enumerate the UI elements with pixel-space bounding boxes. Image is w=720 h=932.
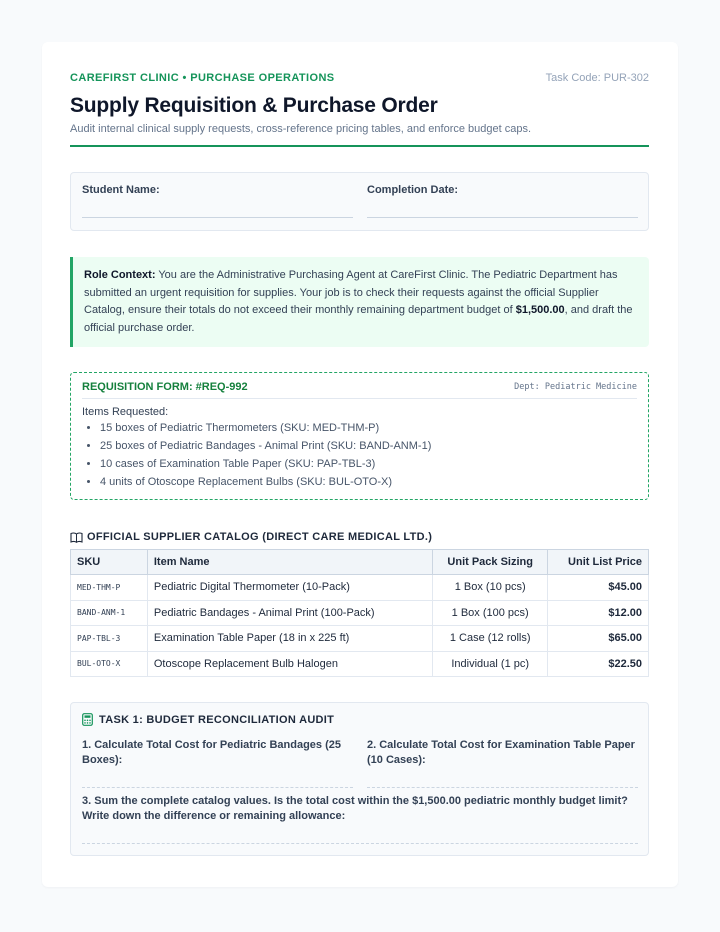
list-item: • 25 boxes of Pediatric Bandages - Animal Print (SKU: BAND-ANM-1) — [100, 437, 637, 455]
list-item: • 10 cases of Examination Table Paper (SKU: PAP-TBL-3) — [100, 455, 637, 473]
requisition-form — [70, 372, 649, 500]
brand-label: CAREFIRST CLINIC • PURCHASE OPERATIONS — [70, 72, 335, 84]
table-row — [71, 626, 649, 652]
cell-sku: BUL-OTO-X — [71, 651, 148, 677]
cell-pack-sizing: 1 Box (10 pcs) — [433, 575, 548, 601]
student-name-label: Student Name: — [82, 184, 160, 196]
column-header-pack-sizing: Unit Pack Sizing — [433, 550, 548, 575]
cell-item-name: Pediatric Bandages - Animal Print (100-Pack) — [147, 600, 432, 626]
book-icon — [70, 532, 83, 543]
supplier-catalog-table — [70, 549, 649, 677]
catalog-title: OFFICIAL SUPPLIER CATALOG (DIRECT CARE MEDICAL LTD.) — [87, 531, 433, 543]
calculator-icon — [82, 713, 93, 726]
audit-title: TASK 1: BUDGET RECONCILIATION AUDIT — [99, 713, 335, 726]
cell-item-name: Examination Table Paper (18 in x 225 ft) — [147, 626, 432, 652]
cell-pack-sizing: 1 Case (12 rolls) — [433, 626, 548, 652]
role-context — [70, 257, 649, 347]
question-3: 3. Sum the complete catalog values. Is the total cost within the $1,500.00 pediatric monthly budget limit? Write down the difference or remaining allowance: — [82, 795, 628, 822]
table-row — [71, 600, 649, 626]
header-top — [70, 70, 649, 86]
table-header-row — [71, 550, 649, 575]
table-row — [71, 575, 649, 601]
question-2: 2. Calculate Total Cost for Examination Table Paper (10 Cases): — [367, 739, 635, 766]
answer-line-2[interactable] — [367, 787, 638, 788]
cell-pack-sizing: 1 Box (100 pcs) — [433, 600, 548, 626]
cell-price: $65.00 — [548, 626, 649, 652]
page-subtitle: Audit internal clinical supply requests, cross-reference pricing tables, and enforce budget caps. — [70, 123, 532, 135]
role-context-text-1: You are the Administrative Purchasing Agent at CareFirst Clinic. The Pediatric Department has submitted an urgent requisition for supplies. Your job is to check their requests against the official Supplier Catalog, ensure their totals do not exceed their monthly remaining department budget of — [84, 269, 618, 316]
requisition-title: REQUISITION FORM: #REQ-992 — [82, 381, 248, 393]
cell-sku: BAND-ANM-1 — [71, 600, 148, 626]
audit-heading — [82, 713, 334, 726]
worksheet-content — [70, 70, 649, 856]
cell-sku: PAP-TBL-3 — [71, 626, 148, 652]
task-code: Task Code: PUR-302 — [545, 72, 649, 84]
budget-audit-section — [70, 702, 649, 856]
cell-price: $22.50 — [548, 651, 649, 677]
completion-date-line — [367, 217, 638, 218]
page-title: Supply Requisition & Purchase Order — [70, 94, 438, 117]
role-context-text-2: , and draft the official purchase order. — [84, 304, 633, 334]
role-context-label: Role Context: — [84, 269, 156, 281]
table-row — [71, 651, 649, 677]
worksheet-page — [42, 42, 678, 887]
cell-item-name: Otoscope Replacement Bulb Halogen — [147, 651, 432, 677]
cell-price: $12.00 — [548, 600, 649, 626]
list-item: • 15 boxes of Pediatric Thermometers (SKU: MED-THM-P) — [100, 419, 637, 437]
cell-sku: MED-THM-P — [71, 575, 148, 601]
completion-date-label: Completion Date: — [367, 184, 459, 196]
column-header-price: Unit List Price — [548, 550, 649, 575]
requisition-dept: Dept: Pediatric Medicine — [514, 382, 637, 392]
answer-line-1[interactable] — [82, 787, 353, 788]
list-item: • 4 units of Otoscope Replacement Bulbs (SKU: BUL-OTO-X) — [100, 473, 637, 491]
items-requested-label: Items Requested: — [82, 406, 169, 418]
student-name-line — [82, 217, 353, 218]
student-info-box — [70, 172, 649, 231]
catalog-heading — [70, 531, 649, 543]
column-header-sku: SKU — [71, 550, 148, 575]
budget-amount: $1,500.00 — [515, 304, 565, 316]
cell-pack-sizing: Individual (1 pc) — [433, 651, 548, 677]
header-divider — [70, 145, 649, 147]
requisition-header — [82, 381, 637, 399]
column-header-item-name: Item Name — [147, 550, 432, 575]
cell-item-name: Pediatric Digital Thermometer (10-Pack) — [147, 575, 432, 601]
cell-price: $45.00 — [548, 575, 649, 601]
answer-line-3[interactable] — [82, 843, 638, 844]
student-name-field[interactable] — [82, 184, 353, 196]
question-1: 1. Calculate Total Cost for Pediatric Bandages (25 Boxes): — [82, 739, 341, 766]
completion-date-field[interactable] — [367, 184, 638, 196]
requested-items-list — [82, 419, 637, 491]
